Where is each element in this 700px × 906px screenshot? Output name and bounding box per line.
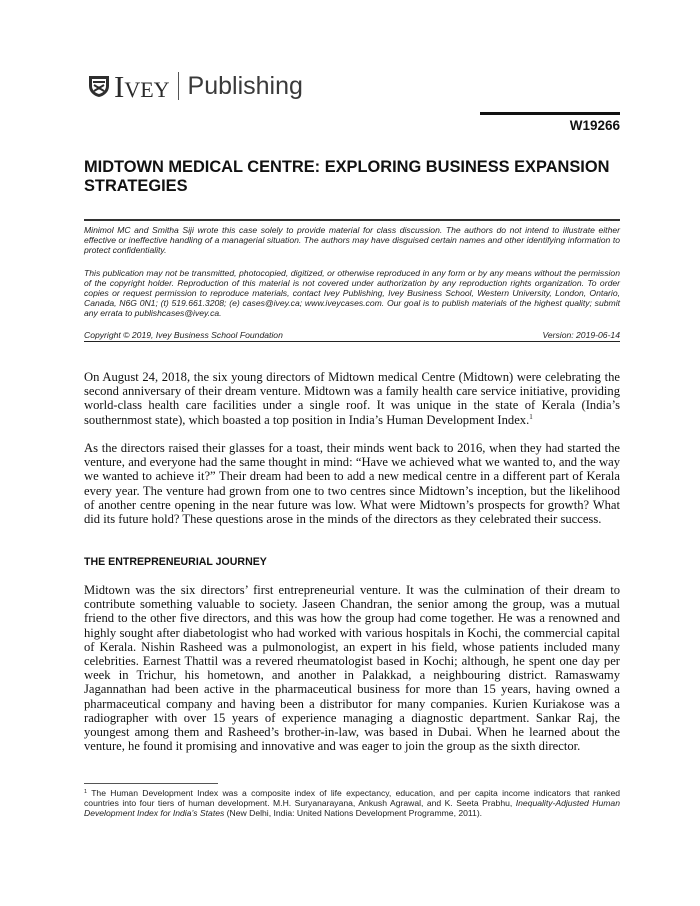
case-title: MIDTOWN MEDICAL CENTRE: EXPLORING BUSINESS EXPANSION STRATEGIES — [84, 158, 610, 195]
footnote-divider — [84, 783, 218, 784]
footnote — [84, 788, 620, 819]
footnote-text: The Human Development Index was a composite index of life expectancy, education, and per capita income indicators that ranked countries into four tiers of human development. M.H. Suryanarayana, Ankush Agrawal, and K. Seeta Prabhu, — [84, 788, 620, 809]
copyright-row — [84, 330, 620, 340]
body-paragraph: Midtown was the six directors’ first entrepreneurial venture. It was the culmination of their dream to contribute something valuable to society. Jaseen Chandran, the senior among the group, was a mutual friend to the other five directors, and this was how the group had come together. He was a renowned and highly sought after diabetologist who had worked with various hospitals in Kochi, the commercial capital of Kerala. Nishin Rasheed was a pulmonologist, an expert in his field, whose patients included many celebrities. Earnest Thattil was a revered rheumatologist based in Kochi; although, he spent one day per week in Trichur, his hometown, and another in Palakkad, a neighbouring district. Ramaswamy Jagannathan had been active in the pharmaceutical business for more than 15 years, having owned a pharmaceutical company and having been a distributor for many companies. Kurien Kuriakose was a radiographer with over 15 years of experience managing a diagnostic department. Sankar Raj, the youngest among them and Rasheed’s brother-in-law, was based in Dubai. When he learned about the venture, he found it promising and innovative and was eager to join the group as the sixth director. — [84, 583, 620, 754]
footnote-reference[interactable]: 1 — [529, 412, 533, 421]
logo-divider — [178, 72, 179, 100]
footnote-citation-details: (New Delhi, India: United Nations Development Programme, 2011). — [224, 808, 483, 819]
case-number: W19266 — [569, 118, 620, 133]
logo-subtitle: Publishing — [187, 71, 303, 100]
copyright-text: Copyright © 2019, Ivey Business School Foundation — [84, 330, 283, 340]
section-heading: THE ENTREPRENEURIAL JOURNEY — [84, 556, 267, 568]
authorship-notice: Minimol MC and Smitha Siji wrote this case solely to provide material for class discussion. The authors do not intend to illustrate either effective or ineffective handling of a managerial situation. The authors may have disguised certain names and other identifying information to protect confidentiality. — [84, 225, 620, 255]
body-paragraph: As the directors raised their glasses for a toast, their minds went back to 2016, when they had started the venture, and everyone had the same thought in mind: “Have we achieved what we wanted to, and the way we wanted to achieve it?” Their dream had been to add a new medical centre in a different part of Kerala every year. The venture had grown from one to two centres since Midtown’s inception, but the likelihood of another centre opening in the near future was low. What were Midtown’s prospects for growth? What did its future hold? These questions arose in the minds of the directors as they celebrated their success. — [84, 441, 620, 527]
ivey-crest-icon — [88, 74, 110, 98]
ivey-publishing-logo — [88, 66, 303, 106]
logo-wordmark: Ivey — [114, 68, 170, 104]
intro-paragraph — [84, 370, 620, 427]
copyright-divider — [84, 341, 620, 342]
case-number-rule — [480, 112, 620, 115]
permissions-notice: This publication may not be transmitted, photocopied, digitized, or otherwise reproduced in any form or by any means without the permission of the copyright holder. Reproduction of this material is not covered under authorization by any reproduction rights organization. To order copies or request permission to reproduce materials, contact Ivey Publishing, Ivey Business School, Western University, London, Ontario, Canada, N6G 0N1; (t) 519.661.3208; (e) cases@ivey.ca; www.iveycases.com. Our goal is to publish materials of the highest quality; submit any errata to publishcases@ivey.ca. — [84, 268, 620, 318]
intro-paragraph-text: On August 24, 2018, the six young directors of Midtown medical Centre (Midtown) were celebrating the second anniversary of their dream venture. Midtown was a family health care service initiative, providing world-class health care facilities under a single roof. It was unique in the state of Kerala (India’s southernmost state), which boasted a top position in India’s Human Development Index. — [84, 370, 620, 427]
footnote-marker: 1 — [84, 789, 88, 795]
version-text: Version: 2019-06-14 — [542, 330, 620, 340]
footnote-cited-title: Inequality-Adjusted Human Development Index for India’s States — [84, 798, 620, 819]
title-divider — [84, 219, 620, 221]
